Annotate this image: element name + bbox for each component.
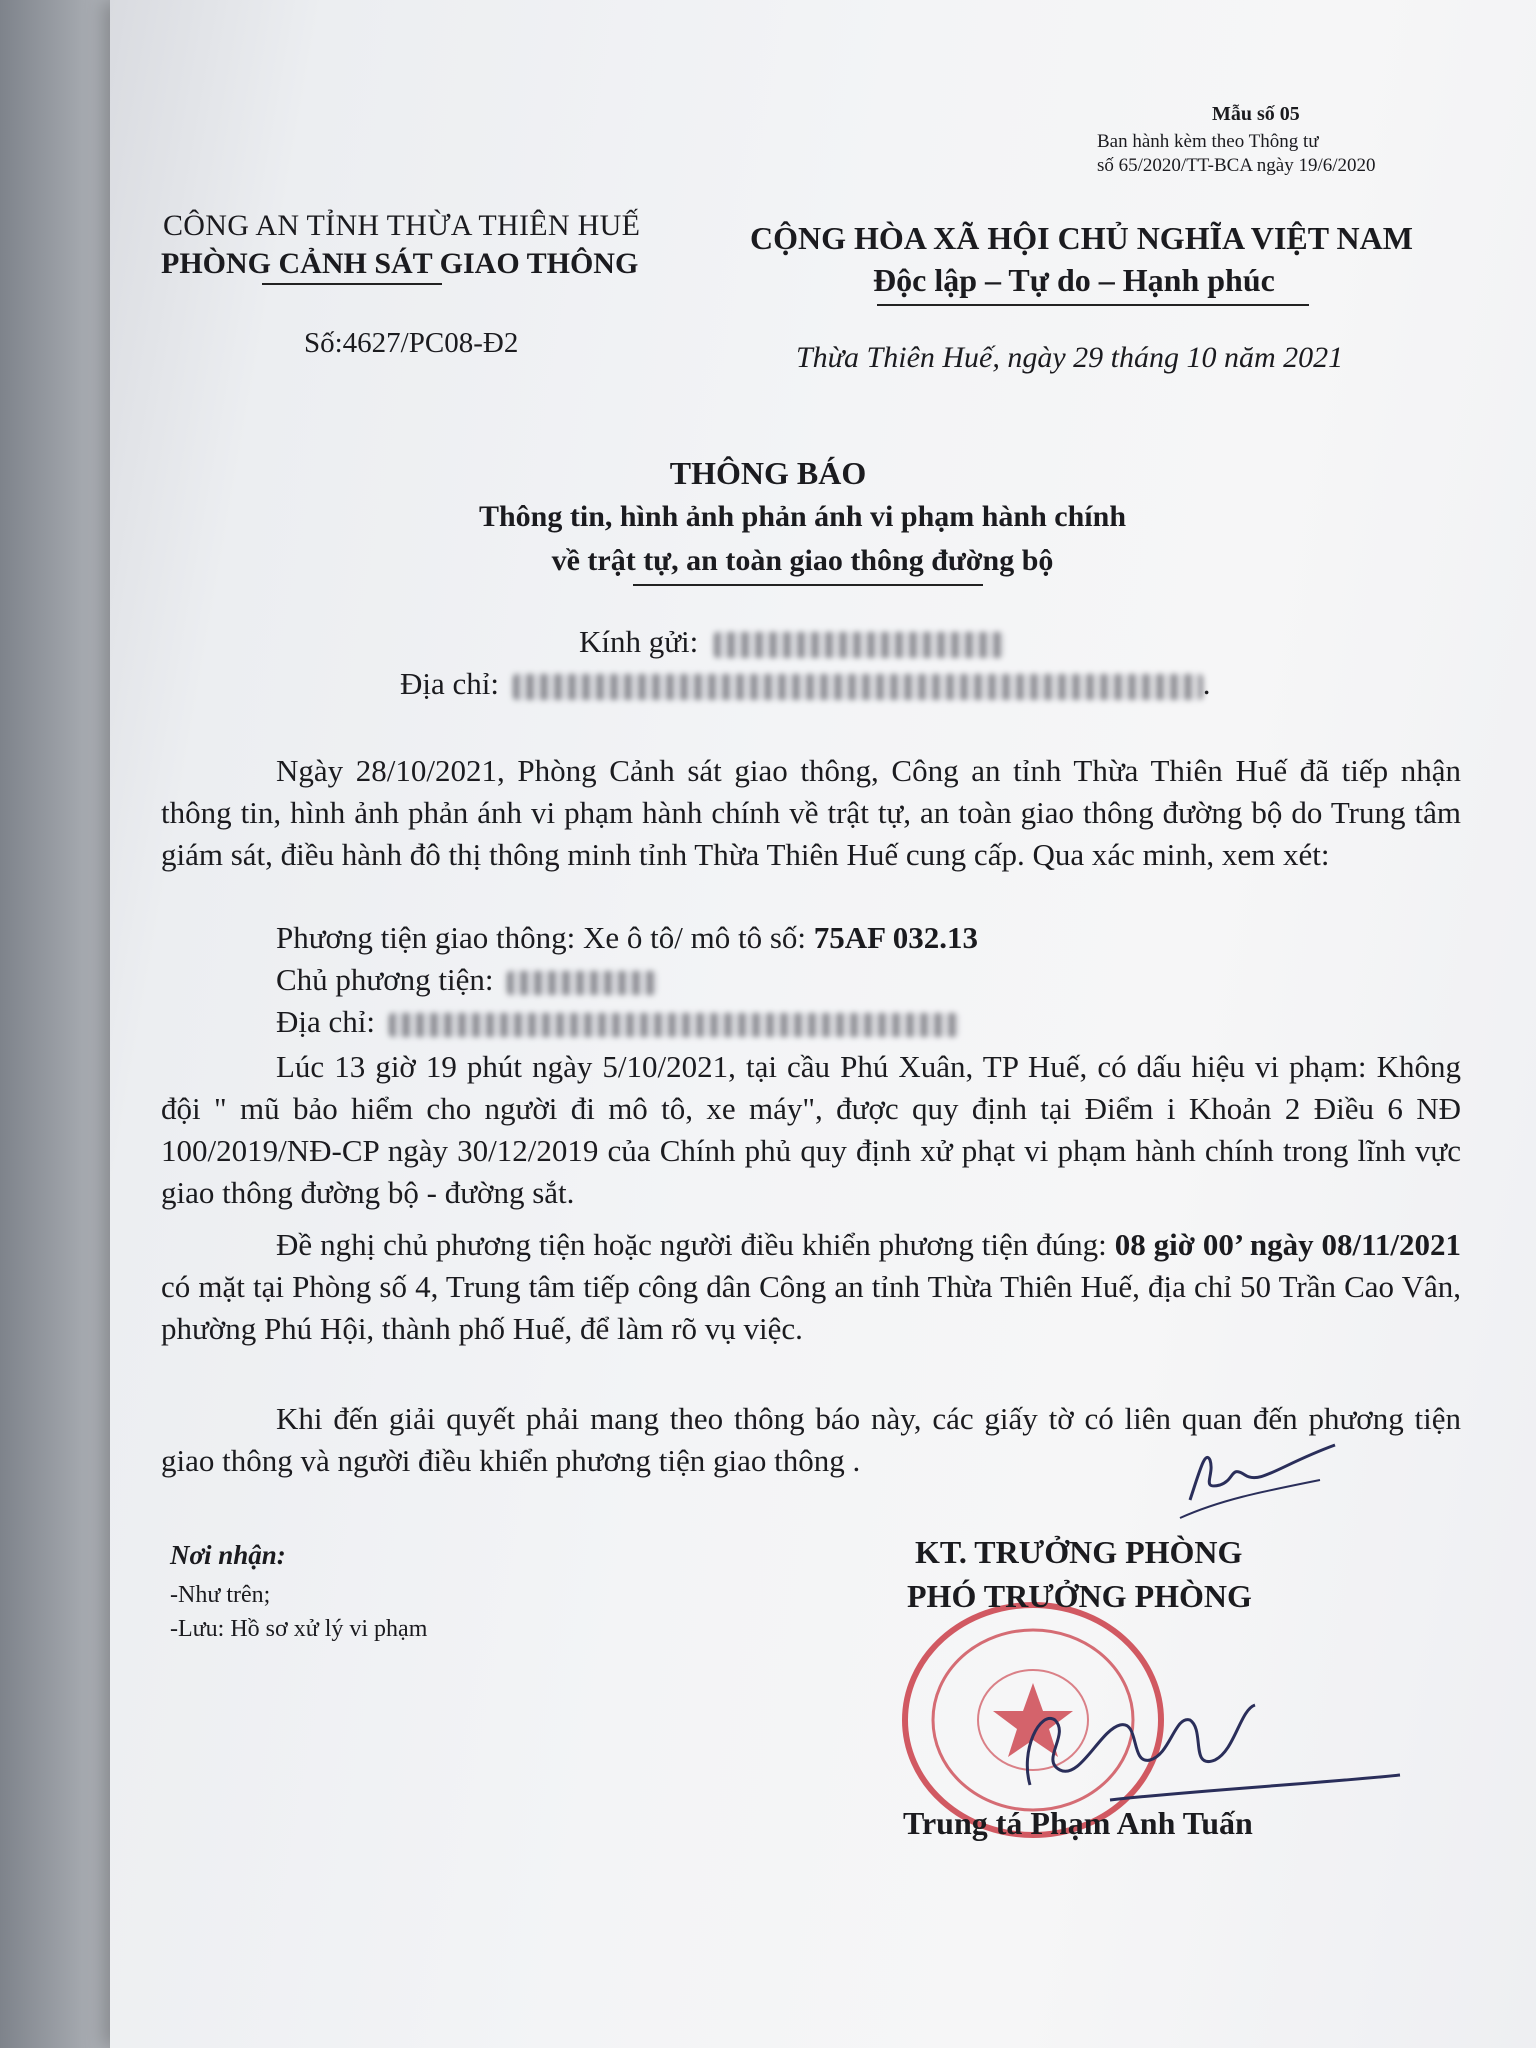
redacted-recipient-address: [513, 674, 1203, 700]
owner-line: [276, 962, 657, 998]
paragraph-violation: Lúc 13 giờ 19 phút ngày 5/10/2021, tại cầu Phú Xuân, TP Huế, có dấu hiệu vi phạm: Không đội " mũ bảo hiểm cho người đi mô tô, xe máy", được quy định tại Điểm i Khoản 2 Điều 6 NĐ 100/2019/NĐ-CP ngày 30/12/2019 của Chính phủ quy định xử phạt vi phạm hành chính trong lĩnh vực giao thông đường bộ - đường sắt.: [161, 1049, 1461, 1210]
document-subtitle-line1: Thông tin, hình ảnh phản ánh vi phạm hành chính: [478, 500, 1127, 533]
form-number: Mẫu số 05: [1212, 103, 1300, 125]
main-signature: [1000, 1690, 1420, 1810]
summons-time: 08 giờ 00’ ngày 08/11/2021: [1114, 1227, 1462, 1262]
recipient-address-suffix: .: [1202, 666, 1211, 701]
paragraph-receipt: Ngày 28/10/2021, Phòng Cảnh sát giao thông, Công an tỉnh Thừa Thiên Huế đã tiếp nhận thông tin, hình ảnh phản ánh vi phạm hành chính về trật tự, an toàn giao thông đường bộ do Trung tâm giám sát, điều hành đô thị thông minh tỉnh Thừa Thiên Huế cung cấp. Qua xác minh, xem xét:: [161, 753, 1461, 872]
recipient-address-line: [400, 666, 1211, 702]
signatory-title-line2: PHÓ TRƯỞNG PHÒNG: [907, 1578, 1252, 1614]
document-title: THÔNG BÁO: [669, 455, 867, 491]
recipient-address-label: Địa chỉ:: [400, 666, 499, 701]
initial-signature: [1160, 1430, 1340, 1520]
subtitle-underline: [633, 584, 983, 586]
owner-address-line: [276, 1004, 959, 1040]
paragraph-summons: [161, 1224, 1461, 1350]
nation-title: CỘNG HÒA XÃ HỘI CHỦ NGHĨA VIỆT NAM: [750, 220, 1413, 256]
org-name-line2: PHÒNG CẢNH SÁT GIAO THÔNG: [161, 247, 639, 280]
summons-text-a: Đề nghị chủ phương tiện hoặc người điều khiển phương tiện đúng:: [276, 1227, 1107, 1262]
vehicle-label: Phương tiện giao thông: Xe ô tô/ mô tô số:: [276, 920, 807, 955]
owner-address-label: Địa chỉ:: [276, 1004, 375, 1039]
org-underline: [262, 283, 442, 285]
recipients-heading: Nơi nhận:: [170, 1540, 286, 1570]
signatory-name: Trung tá Phạm Anh Tuấn: [903, 1805, 1253, 1841]
nation-motto: Độc lập – Tự do – Hạnh phúc: [873, 262, 1275, 298]
redacted-recipient-name: [714, 632, 1004, 658]
summons-text-b: có mặt tại Phòng số 4, Trung tâm tiếp công dân Công an tỉnh Thừa Thiên Huế, địa chỉ 50 Trần Cao Vân, phường Phú Hội, thành phố Huế, để làm rõ vụ việc.: [161, 1269, 1461, 1346]
owner-label: Chủ phương tiện:: [276, 962, 494, 997]
nation-underline: [877, 304, 1309, 306]
recipients-item-2: -Lưu: Hồ sơ xử lý vi phạm: [170, 1616, 428, 1642]
vehicle-plate: 75AF 032.13: [813, 920, 978, 955]
recipients-item-1: -Như trên;: [170, 1582, 271, 1608]
redacted-owner-name: [507, 971, 657, 995]
document-number: Số:4627/PC08-Đ2: [304, 327, 519, 359]
redacted-owner-address: [389, 1013, 959, 1037]
form-issued-with: Ban hành kèm theo Thông tư: [1097, 131, 1319, 152]
place-date: Thừa Thiên Huế, ngày 29 tháng 10 năm 2021: [796, 341, 1344, 374]
recipient-label: Kính gửi:: [579, 624, 699, 659]
form-circular-number: số 65/2020/TT-BCA ngày 19/6/2020: [1097, 155, 1376, 176]
vehicle-line: [276, 920, 978, 956]
paragraph-instructions: Khi đến giải quyết phải mang theo thông báo này, các giấy tờ có liên quan đến phương tiện giao thông và người điều khiển phương tiện giao thông .: [161, 1401, 1461, 1478]
recipient-line: [579, 624, 1004, 660]
org-name-line1: CÔNG AN TỈNH THỪA THIÊN HUẾ: [163, 209, 641, 242]
signatory-title-line1: KT. TRƯỞNG PHÒNG: [915, 1534, 1243, 1570]
document-subtitle-line2: về trật tự, an toàn giao thông đường bộ: [551, 544, 1054, 577]
